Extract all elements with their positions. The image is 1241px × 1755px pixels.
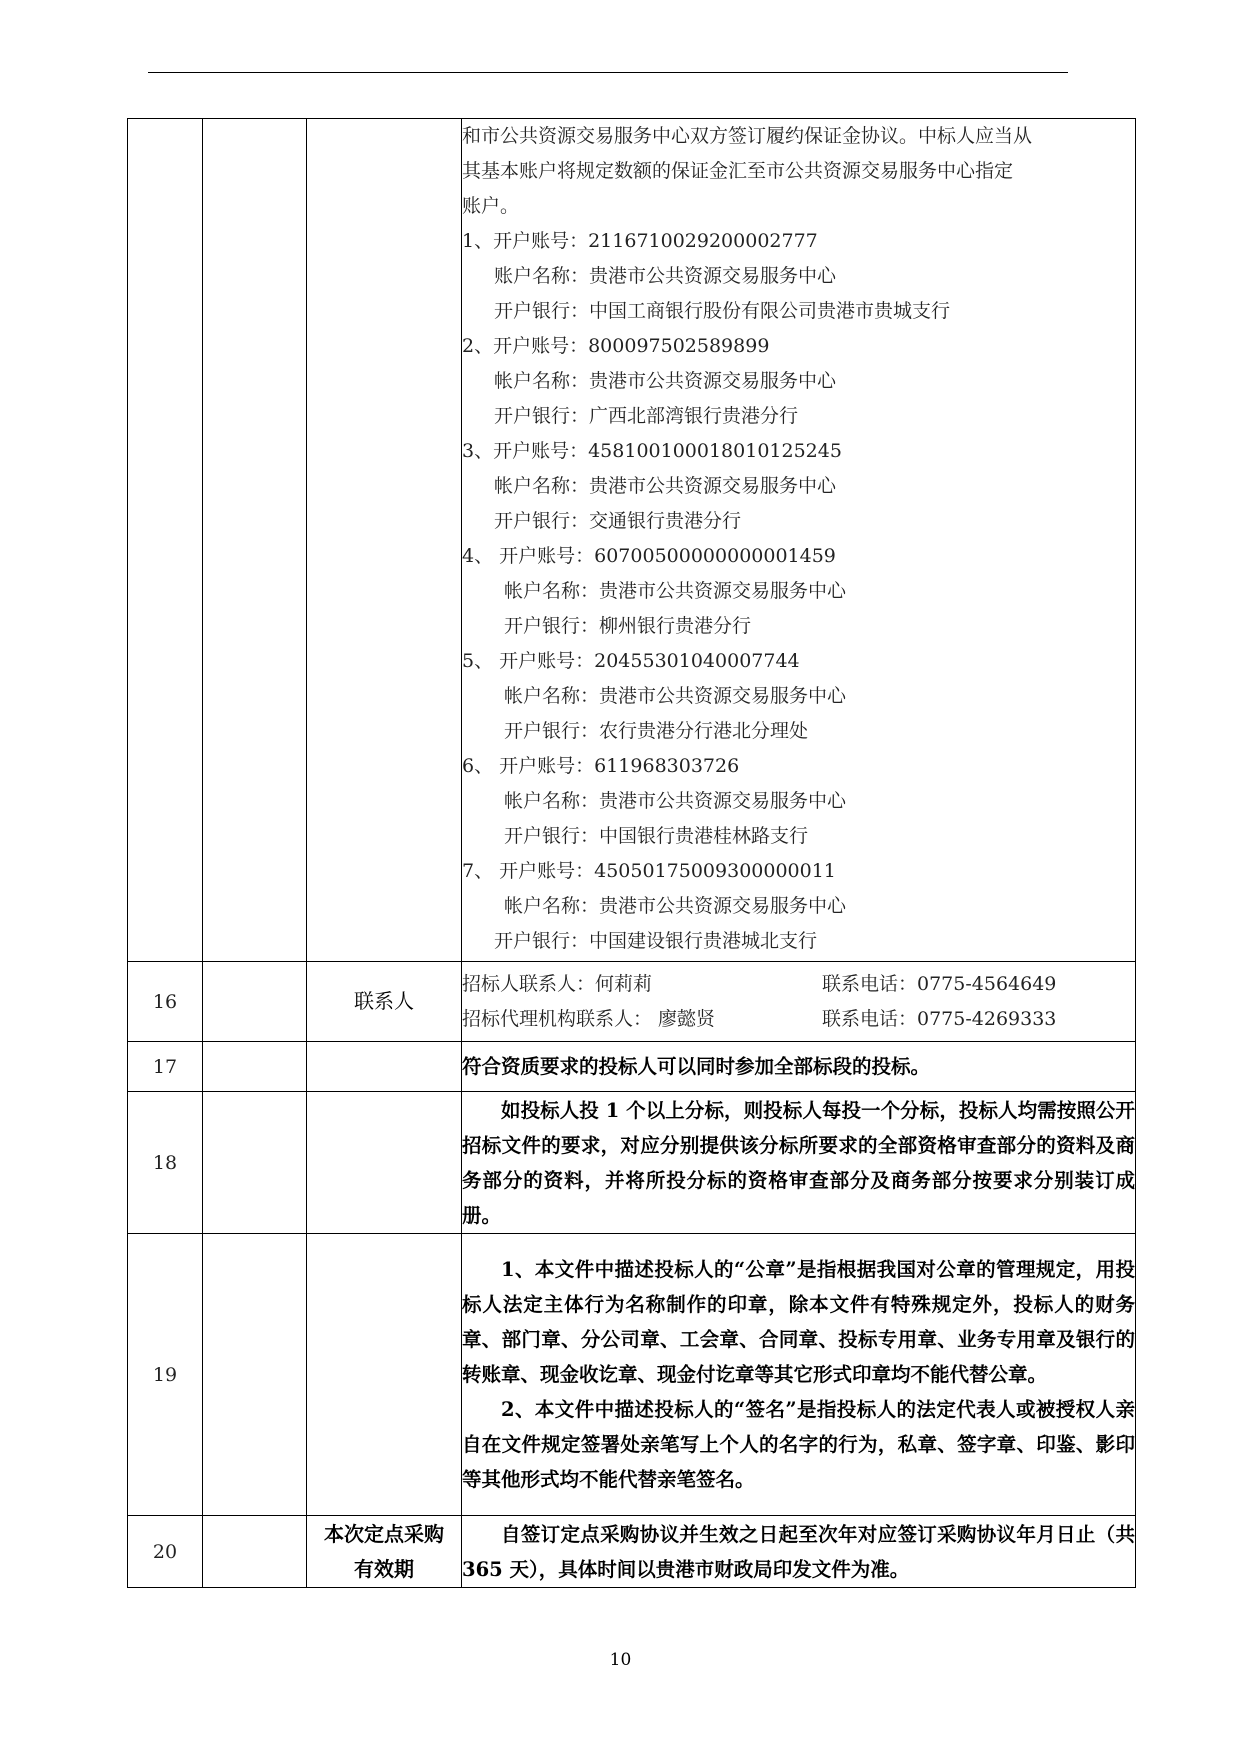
table-row-continued <box>128 119 1136 962</box>
table-row <box>128 1092 1136 1234</box>
row-paragraph <box>462 1517 1135 1587</box>
account-bank: 开户银行：中国建设银行贵港城北支行 <box>494 930 818 952</box>
requirements-table <box>127 118 1136 1588</box>
row-number: 20 <box>128 1516 203 1588</box>
account-name: 帐户名称：贵港市公共资源交易服务中心 <box>504 790 847 812</box>
account-name: 帐户名称：贵港市公共资源交易服务中心 <box>504 685 847 707</box>
page-number: 10 <box>609 1650 632 1670</box>
row-number: 16 <box>128 962 203 1042</box>
cell-empty <box>203 1092 307 1234</box>
contact-person: 招标人联系人：何莉莉 <box>462 972 653 995</box>
account-name: 帐户名称：贵港市公共资源交易服务中心 <box>494 475 837 497</box>
cell-text <box>462 1092 1136 1234</box>
cell-label-empty <box>307 1042 462 1092</box>
paragraph-signature: 2、本文件中描述投标人的“签名”是指投标人的法定代表人或被授权人亲自在文件规定签署处亲笔写上个人的名字的行为，私章、签字章、印鉴、影印等其他形式均不能代替亲笔签名。 <box>462 1398 1135 1491</box>
row-text: 符合资质要求的投标人可以同时参加全部标段的投标。 <box>462 1055 931 1078</box>
cell-empty <box>203 962 307 1042</box>
cell-account-info <box>462 119 1136 962</box>
account-bank: 开户银行：柳州银行贵港分行 <box>504 615 752 637</box>
cell-empty <box>203 1234 307 1516</box>
paragraph: 如投标人投 1 个以上分标，则投标人每投一个分标，投标人均需按照公开招标文件的要求，对应分别提供该分标所要求的全部资格审查部分的资料及商务部分的资料，并将所投分标的资格审查部分及商务部分按要求分别装订成册。 <box>462 1098 1135 1227</box>
paragraph: 自签订定点采购协议并生效之日起至次年对应签订采购协议年月日止（共 365 天），具体时间以贵港市财政局印发文件为准。 <box>462 1522 1135 1581</box>
contact-person: 招标代理机构联系人： 廖懿贤 <box>462 1007 716 1030</box>
account-name: 账户名称：贵港市公共资源交易服务中心 <box>494 265 837 287</box>
row-paragraph <box>462 1093 1135 1233</box>
account-number: 1、开户账号：2116710029200002777 <box>462 230 818 252</box>
row-number: 17 <box>128 1042 203 1092</box>
account-block-2 <box>462 329 1135 434</box>
paragraph-seal: 1、本文件中描述投标人的“公章”是指根据我国对公章的管理规定，用投标人法定主体行为名称制作的印章，除本文件有特殊规定外，投标人的财务章、部门章、分公司章、工会章、合同章、投标专用章、业务专用章及银行的转账章、现金收讫章、现金付讫章等其它形式印章均不能代替公章。 <box>462 1258 1135 1386</box>
row-label-line: 本次定点采购 <box>324 1521 444 1546</box>
account-block-6 <box>462 749 1135 854</box>
account-block-4 <box>462 539 1135 644</box>
cell-text <box>462 1234 1136 1516</box>
cell-empty <box>203 1042 307 1092</box>
row-label-line: 有效期 <box>354 1556 414 1581</box>
account-block-1 <box>462 224 1135 329</box>
account-bank: 开户银行：中国银行贵港桂林路支行 <box>504 825 809 847</box>
cell-empty <box>203 119 307 962</box>
account-bank: 开户银行：广西北部湾银行贵港分行 <box>494 405 799 427</box>
contact-line <box>462 967 1135 1002</box>
account-block-7 <box>462 854 1135 959</box>
row-label <box>307 1516 462 1588</box>
table-row <box>128 962 1136 1042</box>
account-bank: 开户银行：交通银行贵港分行 <box>494 510 742 532</box>
account-bank: 开户银行：中国工商银行股份有限公司贵港市贵城支行 <box>494 300 951 322</box>
table-row <box>128 1234 1136 1516</box>
account-number: 4、 开户账号：60700500000000001459 <box>462 545 836 567</box>
text-line: 账户。 <box>462 195 520 217</box>
row-paragraph <box>462 1252 1135 1497</box>
row-label: 联系人 <box>307 962 462 1042</box>
cell-label-empty <box>307 1234 462 1516</box>
account-name: 帐户名称：贵港市公共资源交易服务中心 <box>504 895 847 917</box>
account-block-3 <box>462 434 1135 539</box>
row-number: 19 <box>128 1234 203 1516</box>
account-number: 5、 开户账号：20455301040007744 <box>462 650 800 672</box>
account-number: 2、开户账号：800097502589899 <box>462 335 770 357</box>
account-block-5 <box>462 644 1135 749</box>
cell-text <box>462 1516 1136 1588</box>
contact-phone: 联系电话：0775-4269333 <box>822 1007 1057 1030</box>
cell-empty <box>203 1516 307 1588</box>
account-name: 帐户名称：贵港市公共资源交易服务中心 <box>494 370 837 392</box>
account-number: 3、开户账号：458100100018010125245 <box>462 440 842 462</box>
cell-text <box>462 1042 1136 1092</box>
text-line: 和市公共资源交易服务中心双方签订履约保证金协议。中标人应当从 <box>462 125 1033 147</box>
header-rule <box>148 72 1068 73</box>
account-number: 6、 开户账号：611968303726 <box>462 755 740 777</box>
account-number: 7、 开户账号：45050175009300000011 <box>462 860 836 882</box>
account-name: 帐户名称：贵港市公共资源交易服务中心 <box>504 580 847 602</box>
row-number: 18 <box>128 1092 203 1234</box>
table-row <box>128 1042 1136 1092</box>
cell-contacts <box>462 962 1136 1042</box>
cell-num-empty <box>128 119 203 962</box>
text-line: 其基本账户将规定数额的保证金汇至市公共资源交易服务中心指定 <box>462 160 1014 182</box>
table-row <box>128 1516 1136 1588</box>
cell-label-empty <box>307 119 462 962</box>
contact-line <box>462 1002 1135 1037</box>
contact-phone: 联系电话：0775-4564649 <box>822 972 1057 995</box>
account-bank: 开户银行：农行贵港分行港北分理处 <box>504 720 809 742</box>
cell-label-empty <box>307 1092 462 1234</box>
